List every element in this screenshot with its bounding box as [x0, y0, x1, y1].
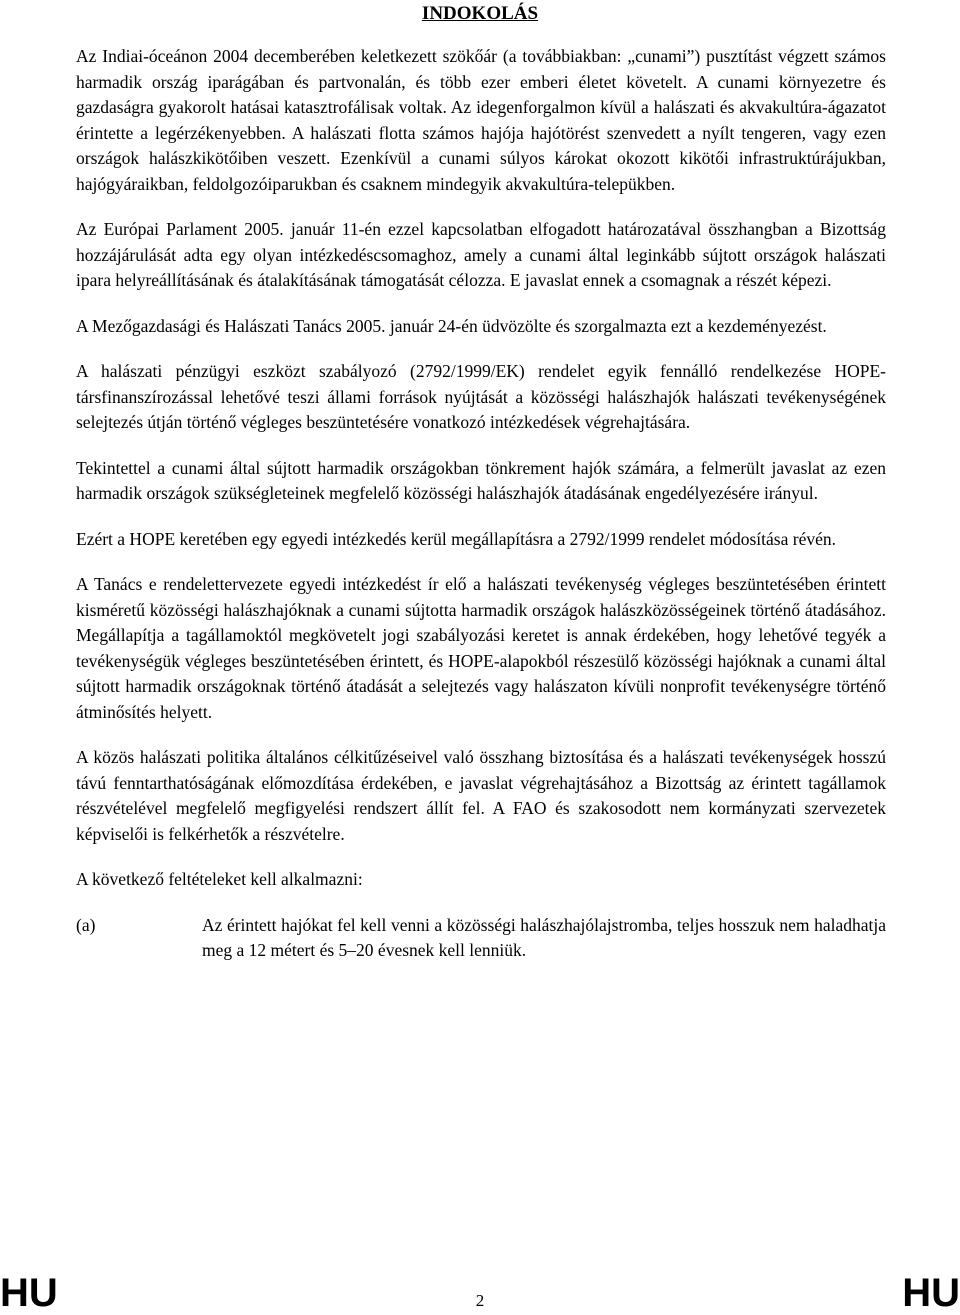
paragraph-1: Az Indiai-óceánon 2004 decemberében keletkezett szökőár (a továbbiakban: „cunami”) pusztítást végzett számos harmadik ország iparágában és partvonalán, és több ezer emberi életet követelt. A cunami környezetre és gazdaságra gyakorolt hatásai katasztrofálisak voltak. Az idegenforgalmon kívül a halászati és akvakultúra-ágazatot érintette a legérzékenyebben. A halászati flotta számos hajója hajótörést szenvedett a nyílt tengeren, vagy ezen országok halászkikötőiben veszett. Ezenkívül a cunami súlyos károkat okozott kikötői infrastruktúrájukban, hajógyáraikban, feldolgozóiparukban és csaknem mindegyik akvakultúra-telepükben. — [76, 46, 886, 194]
document-body — [76, 44, 886, 964]
footer-language-right: HU — [902, 1271, 960, 1315]
paragraph-2: Az Európai Parlament 2005. január 11-én ezzel kapcsolatban elfogadott határozatával összhangban a Bizottság hozzájárulását adta egy olyan intézkedéscsomaghoz, amely a cunami által leginkább sújtott országok halászati ipara helyreállításának és átalakításának támogatását célozza. E javaslat ennek a csomagnak a részét képezi. — [76, 219, 886, 290]
paragraph-4: A halászati pénzügyi eszközt szabályozó (2792/1999/EK) rendelet egyik fennálló rendelkezése HOPE-társfinanszírozással lehetővé teszi állami források nyújtását a közösségi halászhajók halászati tevékenységének selejtezés útján történő végleges beszüntetésére vonatkozó intézkedések végrehajtására. — [76, 361, 886, 432]
page-number: 2 — [475, 1291, 485, 1310]
paragraph-5: Tekintettel a cunami által sújtott harmadik országokban tönkrement hajók számára, a felmerült javaslat az ezen harmadik országok szükségleteinek megfelelő közösségi halászhajók átadásának engedélyezésére irányul. — [76, 457, 886, 503]
paragraph-9: A következő feltételeket kell alkalmazni: — [76, 869, 363, 889]
list-marker: (a) — [76, 914, 96, 935]
paragraph-8: A közös halászati politika általános célkitűzéseivel való összhang biztosítása és a halászati tevékenységek hosszú távú fenntarthatóságának előmozdítása érdekében, e javaslat végrehajtásához a Bizottság az érintett tagállamok részvételével megfelelő megfigyelési rendszert állít fel. A FAO és szakosodott nem kormányzati szervezetek képviselői is felkérhetők a részvételre. — [76, 747, 886, 844]
paragraph-3: A Mezőgazdasági és Halászati Tanács 2005. január 24-én üdvözölte és szorgalmazta ezt a kezdeményezést. — [76, 315, 827, 336]
document-title: INDOKOLÁS — [421, 3, 539, 24]
paragraph-7: A Tanács e rendelettervezete egyedi intézkedést ír elő a halászati tevékenység végleges beszüntetésében érintett kisméretű közösségi halászhajóknak a cunami sújtotta harmadik országok halászközösségeinek történő átadásához. Megállapítja a tagállamoktól megkövetelt jogi szabályozási keretet is annak érdekében, hogy lehetővé tegyék a tevékenységük végleges beszüntetésében érintett, és HOPE-alapokból részesülő közösségi hajóknak a cunami által sújtott harmadik országoknak történő átadását a selejtezés vagy halászaton kívüli nonprofit tevékenységre történő átminősítés helyett. — [76, 574, 886, 722]
list-item-a — [76, 913, 886, 964]
paragraph-6: Ezért a HOPE keretében egy egyedi intézkedés kerül megállapításra a 2792/1999 rendelet módosítása révén. — [76, 528, 836, 549]
footer-language-left: HU — [0, 1271, 58, 1315]
list-item-text: Az érintett hajókat fel kell venni a közösségi halászhajólajstromba, teljes hosszuk nem haladhatja meg a 12 métert és 5–20 évesnek kell lenniük. — [202, 914, 886, 960]
